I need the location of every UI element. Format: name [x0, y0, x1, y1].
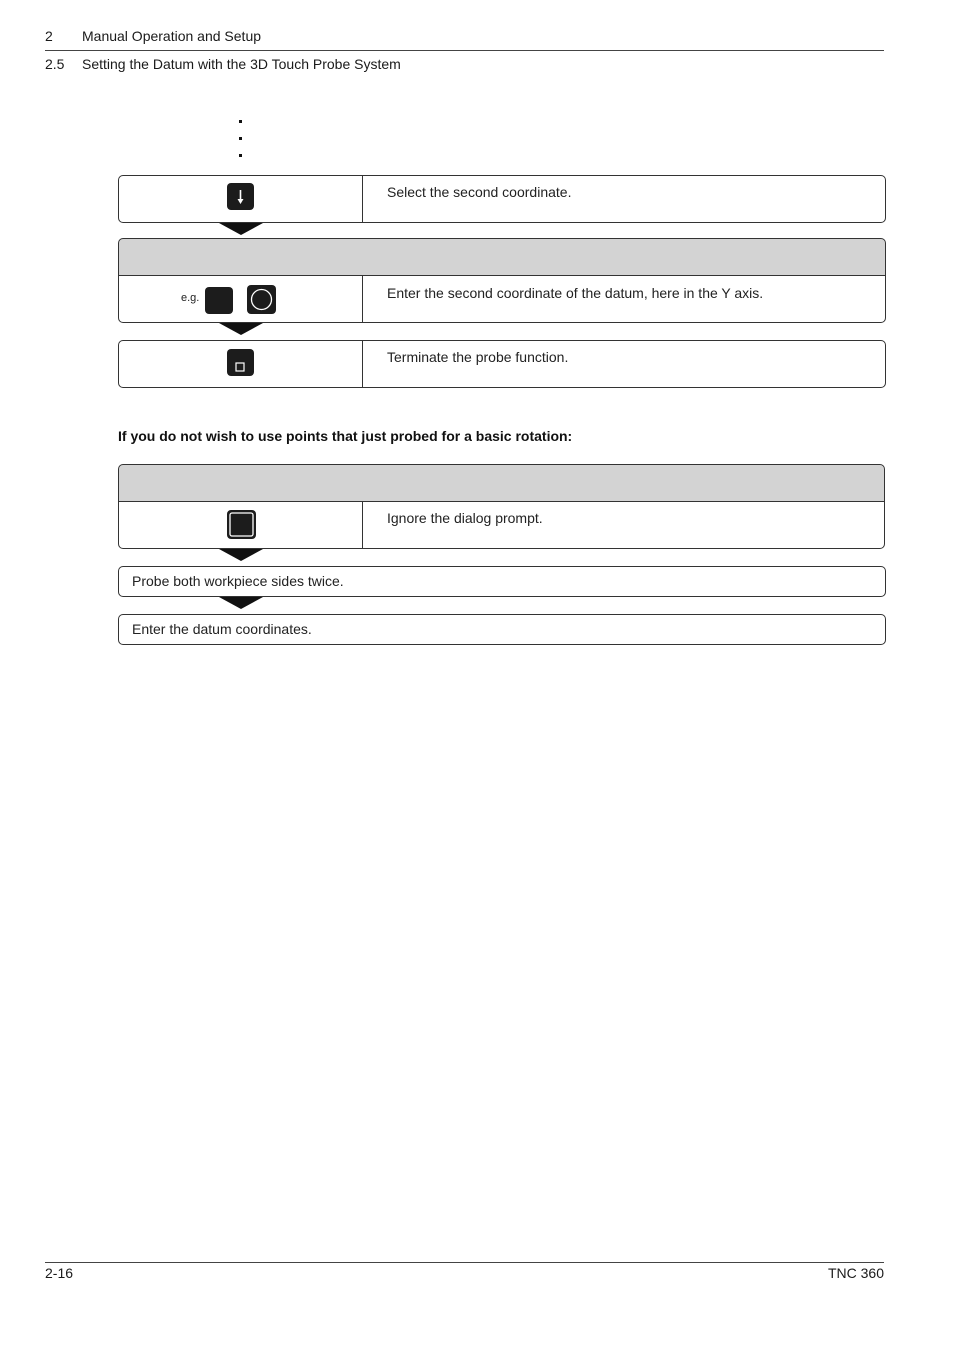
alt-heading: If you do not wish to use points that just probed for a basic rotation: [118, 428, 573, 444]
flow-arrow-icon [219, 223, 263, 235]
step-ignore [118, 501, 885, 549]
flow-arrow-icon [219, 323, 263, 335]
continuation-dot [239, 137, 242, 140]
footer-rule [45, 1262, 884, 1263]
flow-arrow-icon [219, 549, 263, 561]
step-text: Enter the second coordinate of the datum, here in the Y axis. [387, 285, 764, 301]
step-text: Enter the datum coordinates. [132, 621, 312, 637]
continuation-dot [239, 154, 242, 157]
product-name: TNC 360 [827, 1265, 884, 1281]
step-text: Ignore the dialog prompt. [387, 510, 543, 526]
step-divider [362, 502, 363, 548]
header-rule [45, 50, 884, 51]
chapter-title: Manual Operation and Setup [82, 28, 262, 44]
chapter-number: 2 [45, 28, 53, 44]
continuation-dot [239, 120, 242, 123]
step-text: Terminate the probe function. [387, 349, 569, 365]
step-terminate [118, 340, 886, 388]
step-divider [362, 276, 363, 322]
step-divider [362, 341, 363, 387]
step-text: Select the second coordinate. [387, 184, 572, 200]
number-key-icon [205, 287, 233, 314]
step-enter-datum [118, 614, 886, 645]
step-select-second [118, 175, 886, 223]
eg-label: e.g. [181, 292, 200, 304]
section-number: 2.5 [45, 56, 65, 72]
arrow-down-key-icon [227, 183, 254, 210]
step-probe-sides [118, 566, 886, 597]
step-text: Probe both workpiece sides twice. [132, 573, 344, 589]
dialog-prompt-bar [118, 464, 885, 502]
step-enter-second [118, 275, 886, 323]
dialog-prompt-bar [118, 238, 886, 276]
page-number: 2-16 [45, 1265, 74, 1281]
section-title: Setting the Datum with the 3D Touch Probe System [82, 56, 401, 72]
no-ent-key-icon [227, 510, 256, 539]
y-axis-key-icon [247, 285, 276, 314]
end-key-icon [227, 349, 254, 376]
step-divider [362, 176, 363, 222]
flow-arrow-icon [219, 597, 263, 609]
